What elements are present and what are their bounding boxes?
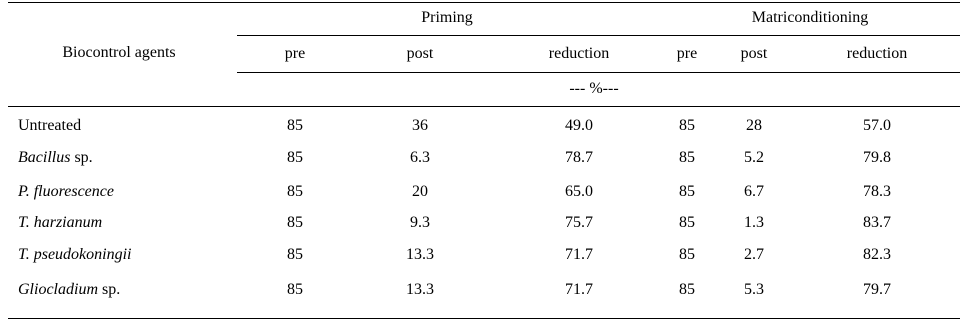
row-label-plain: sp. <box>98 281 121 298</box>
table-cell: 85 <box>287 183 303 200</box>
table-cell: 85 <box>287 149 303 166</box>
table-cell: 85 <box>679 117 695 134</box>
table-cell: 85 <box>679 214 695 231</box>
table-cell: 82.3 <box>863 246 891 263</box>
top-rule <box>8 2 960 3</box>
table-cell: 57.0 <box>863 117 891 134</box>
column-header: pre <box>676 45 698 62</box>
table-cell: 65.0 <box>565 183 593 200</box>
stub-header: Biocontrol agents <box>62 44 176 61</box>
header-bottom-rule <box>8 106 960 107</box>
table-cell: 49.0 <box>565 117 593 134</box>
table-cell: 85 <box>287 281 303 298</box>
column-header: reduction <box>548 45 610 62</box>
table-cell: 85 <box>679 246 695 263</box>
table-cell: 20 <box>412 183 428 200</box>
table-cell: 6.7 <box>744 183 764 200</box>
table-cell: 85 <box>287 214 303 231</box>
row-label <box>18 116 81 136</box>
table-cell: 13.3 <box>406 246 434 263</box>
table-cell: 83.7 <box>863 214 891 231</box>
row-label-plain: Untreated <box>18 117 82 134</box>
group-rule <box>237 35 960 36</box>
row-label-plain: sp. <box>70 149 93 166</box>
row-label <box>18 213 102 233</box>
table-cell: 85 <box>287 246 303 263</box>
table-cell: 36 <box>412 117 428 134</box>
row-label <box>18 148 93 168</box>
row-label-italic: T. harzianum <box>18 214 103 231</box>
table-cell: 85 <box>679 281 695 298</box>
table-cell: 78.7 <box>565 149 593 166</box>
table-cell: 71.7 <box>565 281 593 298</box>
table-cell: 85 <box>287 117 303 134</box>
table-cell: 78.3 <box>863 183 891 200</box>
table-cell: 5.3 <box>744 281 764 298</box>
row-label-italic: Gliocladium <box>18 281 98 298</box>
table-cell: 5.2 <box>744 149 764 166</box>
column-header-rule <box>237 72 960 73</box>
table-cell: 85 <box>679 149 695 166</box>
table-cell: 2.7 <box>744 246 764 263</box>
table-cell: 75.7 <box>565 214 593 231</box>
group-header-matriconditioning: Matriconditioning <box>751 9 869 26</box>
column-header: reduction <box>846 45 908 62</box>
row-label-italic: P. fluorescence <box>18 183 114 200</box>
table-cell: 13.3 <box>406 281 434 298</box>
row-label-italic: Bacillus <box>18 149 71 166</box>
table-cell: 85 <box>679 183 695 200</box>
row-label <box>18 182 114 202</box>
table-cell: 28 <box>746 117 762 134</box>
unit-row: --- %--- <box>569 80 619 97</box>
row-label-italic: T. pseudokoningii <box>18 246 132 263</box>
table-cell: 71.7 <box>565 246 593 263</box>
table-cell: 6.3 <box>410 149 430 166</box>
bottom-rule <box>8 318 960 319</box>
row-label <box>18 280 120 300</box>
group-header-priming: Priming <box>421 9 473 26</box>
row-label <box>18 245 131 265</box>
table-cell: 79.7 <box>863 281 891 298</box>
column-header: post <box>740 45 768 62</box>
table-cell: 79.8 <box>863 149 891 166</box>
column-header: pre <box>284 45 306 62</box>
table-cell: 1.3 <box>744 214 764 231</box>
column-header: post <box>406 45 434 62</box>
table-cell: 9.3 <box>410 214 430 231</box>
